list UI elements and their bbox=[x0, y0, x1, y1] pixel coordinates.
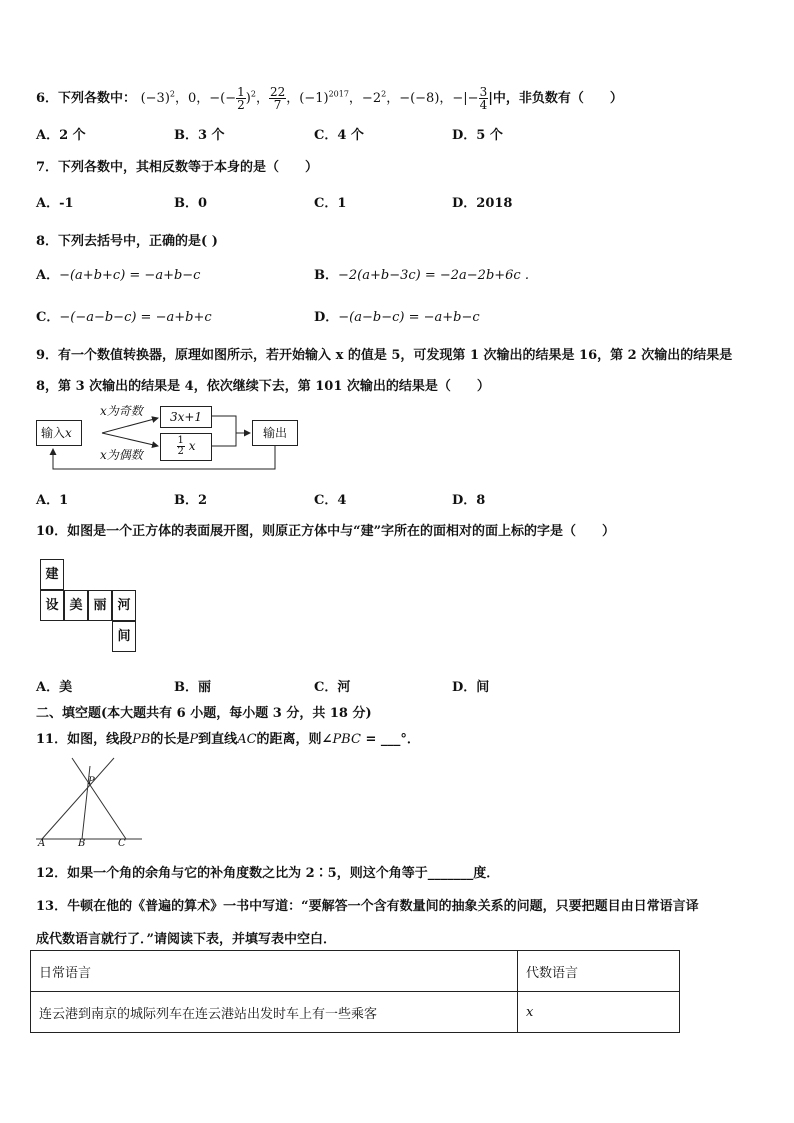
q9-odd-op-box: 3x+1 bbox=[160, 406, 212, 428]
q7-stem: 7．下列各数中，其相反数等于本身的是（ ） bbox=[36, 160, 319, 175]
q9-option-d: D．8 bbox=[452, 493, 486, 508]
q13-cell-algebra: x bbox=[518, 992, 680, 1033]
q10-stem: 10．如图是一个正方体的表面展开图，则原正方体中与“建”字所在的面相对的面上标的字是（ ） bbox=[36, 524, 616, 539]
q11-lines bbox=[34, 756, 144, 850]
net-face-she: 设 bbox=[40, 590, 64, 621]
q9-odd-label: x为奇数 bbox=[100, 404, 143, 418]
q11-label-c: C bbox=[118, 838, 126, 849]
q11-label-p: P bbox=[88, 776, 95, 787]
q11-stem: 11．如图，线段PB的长是P到直线AC的距离，则∠PBC = ___°． bbox=[36, 732, 420, 747]
q9-input-box: 输入x bbox=[36, 420, 82, 446]
q9-diagram bbox=[36, 400, 316, 476]
q10-option-b: B．丽 bbox=[174, 680, 211, 695]
q10-option-a: A．美 bbox=[36, 680, 73, 695]
q8-option-b: B．−2(a+b−3c) = −2a−2b+6c . bbox=[314, 268, 529, 283]
q6-option-d: D．5 个 bbox=[452, 128, 503, 143]
q7-option-a: A．-1 bbox=[36, 196, 74, 211]
q13-stem-line1: 13．牛顿在他的《普遍的算术》一书中写道：“要解答一个含有数量间的抽象关系的问题，只要把题目由日常语言译 bbox=[36, 899, 699, 914]
section-2-heading: 二、填空题(本大题共有 6 小题，每小题 3 分，共 18 分) bbox=[36, 706, 372, 721]
net-face-he: 河 bbox=[112, 590, 136, 621]
q10-cube-net bbox=[40, 559, 140, 655]
q11-label-a: A bbox=[38, 838, 46, 849]
q9-even-label: x为偶数 bbox=[100, 448, 143, 462]
q13-cell-daily: 连云港到南京的城际列车在连云港站出发时车上有一些乘客 bbox=[31, 992, 518, 1033]
q9-option-b: B．2 bbox=[174, 493, 208, 508]
q9-output-box: 输出 bbox=[252, 420, 298, 446]
q7-option-c: C．1 bbox=[314, 196, 347, 211]
q9-stem-line1: 9．有一个数值转换器，原理如图所示，若开始输入 x 的值是 5，可发现第 1 次输出的结果是 16，第 2 次输出的结果是 bbox=[36, 348, 733, 363]
q6-option-c: C．4 个 bbox=[314, 128, 364, 143]
q9-stem-line2: 8，第 3 次输出的结果是 4，依次继续下去，第 101 次输出的结果是（ ） bbox=[36, 379, 490, 394]
q6-option-a: A．2 个 bbox=[36, 128, 86, 143]
net-face-mei: 美 bbox=[64, 590, 88, 621]
q10-option-d: D．间 bbox=[452, 680, 490, 695]
q8-option-a: A．−(a+b+c) = −a+b−c bbox=[36, 268, 201, 283]
q7-option-b: B．0 bbox=[174, 196, 208, 211]
q11-label-b: B bbox=[78, 838, 86, 849]
q8-option-c: C．−(−a−b−c) = −a+b+c bbox=[36, 310, 212, 325]
net-face-jian2: 间 bbox=[112, 621, 136, 652]
net-face-li: 丽 bbox=[88, 590, 112, 621]
q7-option-d: D．2018 bbox=[452, 196, 513, 211]
q9-even-op-box: $\frac{1}{2}$ x bbox=[160, 433, 212, 461]
q12-stem: 12．如果一个角的余角与它的补角度数之比为 2∶5，则这个角等于_______度． bbox=[36, 866, 500, 881]
q13-stem-line2: 成代数语言就行了．”请阅读下表，并填写表中空白． bbox=[36, 932, 336, 947]
net-face-jian: 建 bbox=[40, 559, 64, 590]
q9-option-c: C．4 bbox=[314, 493, 347, 508]
q13-header-daily: 日常语言 bbox=[31, 951, 518, 992]
q6-option-b: B．3 个 bbox=[174, 128, 225, 143]
q9-option-a: A．1 bbox=[36, 493, 69, 508]
q6-stem: 6．下列各数中： $(-3)^2$，0，−(− $\frac{1}{2}$ )$^2$， $\frac{22}{7}$ ，$(-1)^{2017}$，$-2^2$，−(−8)，−|− $\frac{3}{4}$ |中，非负数有（ ） bbox=[36, 85, 623, 112]
q8-stem: 8．下列去括号中，正确的是( ) bbox=[36, 234, 218, 249]
q8-option-d: D．−(a−b−c) = −a+b−c bbox=[314, 310, 480, 325]
q10-option-c: C．河 bbox=[314, 680, 351, 695]
q13-header-algebra: 代数语言 bbox=[518, 951, 680, 992]
q11-figure bbox=[34, 756, 144, 850]
q13-table bbox=[30, 950, 680, 1033]
